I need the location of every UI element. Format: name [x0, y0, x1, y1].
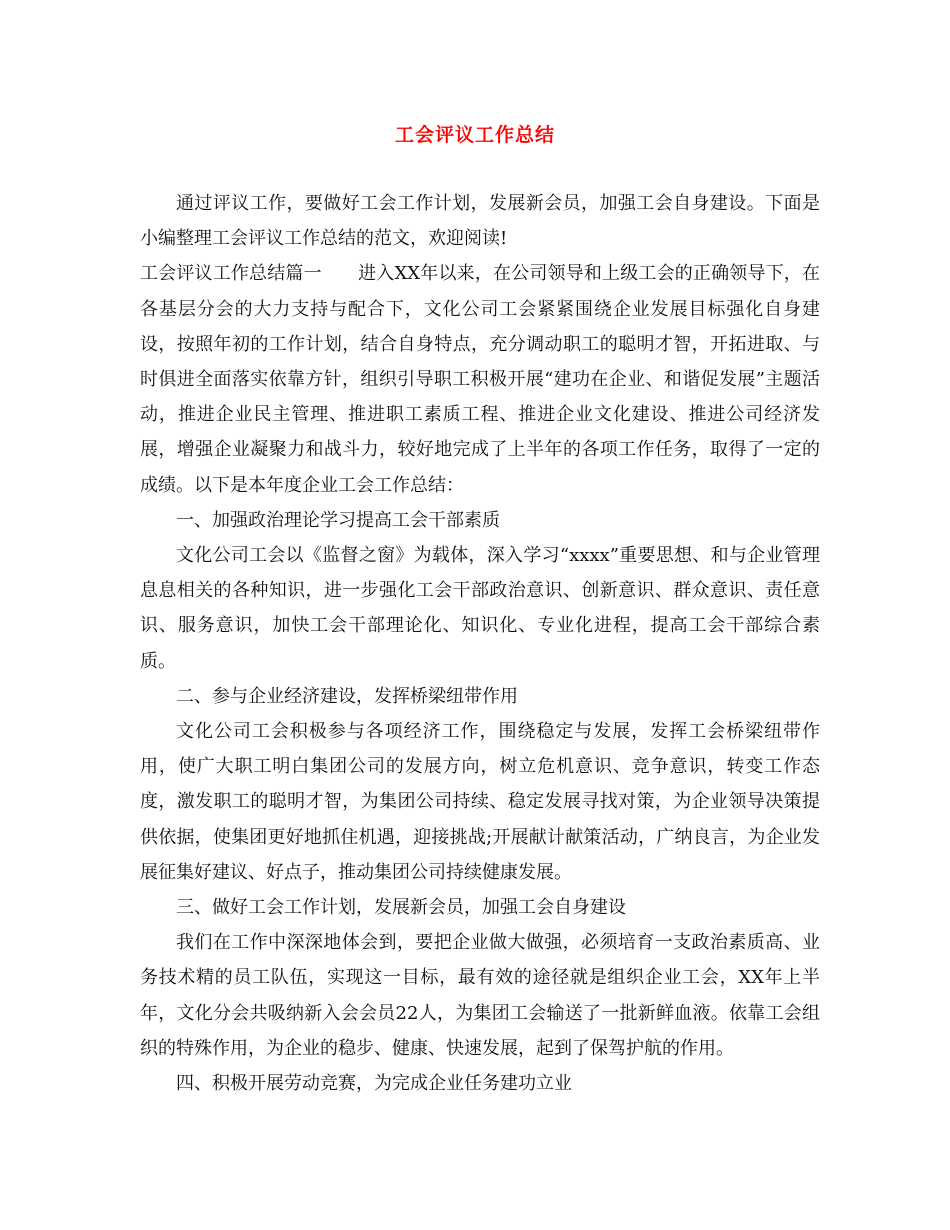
section-paragraph-4: 我们在工作中深深地体会到，要把企业做大做强，必须培育一支政治素质高、业务技术精的员工队伍，实现这一目标，最有效的途径就是组织企业工会，XX年上半年，文化分会共吸纳新入会会员22人，为集团工会输送了一批新鲜血液。依靠工会组织的特殊作用，为企业的稳步、健康、快速发展，起到了保驾护航的作用。 — [140, 932, 820, 1059]
section-heading-4: 四、积极开展劳动竞赛，为完成企业任务建功立业 — [176, 1073, 572, 1095]
section-heading-2: 二、参与企业经济建设，发挥桥梁纽带作用 — [176, 685, 518, 707]
document-title: 工会评议工作总结 — [394, 124, 555, 146]
document-body — [140, 186, 820, 1101]
section-paragraph-1: 工会评议工作总结篇一 进入XX年以来，在公司领导和上级工会的正确领导下，在各基层分会的大力支持与配合下，文化公司工会紧紧围绕企业发展目标强化自身建设，按照年初的工作计划，结合自身特点，充分调动职工的聪明才智，开拓进取、与时俱进全面落实依靠方针，组织引导职工积极开展“建功在企业、和谐促发展”主题活动，推进企业民主管理、推进职工素质工程、推进企业文化建设、推进公司经济发展，增强企业凝聚力和战斗力，较好地完成了上半年的各项工作任务，取得了一定的成绩。以下是本年度企业工会工作总结： — [140, 263, 820, 496]
section-heading-3: 三、做好工会工作计划，发展新会员，加强工会自身建设 — [176, 897, 626, 919]
section-paragraph-2: 文化公司工会以《监督之窗》为载体，深入学习“xxxx”重要思想、和与企业管理息息相关的各种知识，进一步强化工会干部政治意识、创新意识、群众意识、责任意识、服务意识，加快工会干部理论化、知识化、专业化进程，提高工会干部综合素质。 — [140, 545, 820, 672]
section-paragraph-3: 文化公司工会积极参与各项经济工作，围绕稳定与发展，发挥工会桥梁纽带作用，使广大职工明白集团公司的发展方向，树立危机意识、竞争意识，转变工作态度，激发职工的聪明才智，为集团公司持续、稳定发展寻找对策，为企业领导决策提供依据，使集团更好地抓住机遇，迎接挑战;开展献计献策活动，广纳良言，为企业发展征集好建议、好点子，推动集团公司持续健康发展。 — [140, 721, 820, 883]
intro-paragraph: 通过评议工作，要做好工会工作计划，发展新会员，加强工会自身建设。下面是小编整理工会评议工作总结的范文，欢迎阅读! — [140, 193, 820, 250]
section-heading-1: 一、加强政治理论学习提高工会干部素质 — [176, 509, 500, 531]
